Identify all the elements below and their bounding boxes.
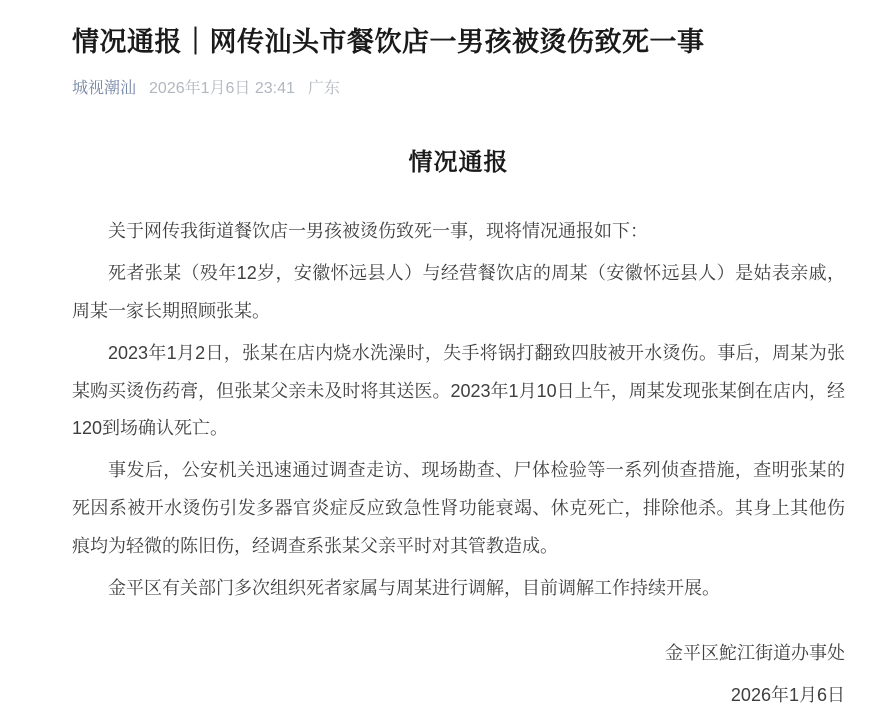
paragraph: 金平区有关部门多次组织死者家属与周某进行调解，目前调解工作持续开展。 <box>108 577 720 598</box>
paragraph: 关于网传我街道餐饮店一男孩被烫伤致死一事，现将情况通报如下： <box>108 221 648 242</box>
paragraph: 2023年1月2日，张某在店内烧水洗澡时，失手将锅打翻致四肢被开水烫伤。事后，周某为张某购买烫伤药膏，但张某父亲未及时将其送医。2023年1月10日上午，周某发现张某倒在店内，经120到场确认死亡。 <box>72 342 845 439</box>
article-meta <box>72 75 845 98</box>
signature-block <box>72 635 845 714</box>
signature-office: 金平区鮀江街道办事处 <box>665 643 845 664</box>
publish-location: 广东 <box>307 80 340 98</box>
publish-datetime: 2026年1月6日 23:41 <box>149 80 295 98</box>
article-body <box>72 213 845 607</box>
paragraph: 事发后，公安机关迅速通过调查走访、现场勘查、尸体检验等一系列侦查措施，查明张某的死因系被开水烫伤引发多器官炎症反应致急性肾功能衰竭、休克死亡，排除他杀。其身上其他伤痕均为轻微的陈旧伤，经调查系张某父亲平时对其管教造成。 <box>72 460 845 556</box>
article-title: 情况通报｜网传汕头市餐饮店一男孩被烫伤致死一事 <box>72 27 705 57</box>
notice-heading: 情况通报 <box>408 149 509 177</box>
signature-date: 2026年1月6日 <box>730 685 845 706</box>
source-account-link[interactable]: 城视潮汕 <box>72 80 137 98</box>
paragraph: 死者张某（殁年12岁，安徽怀远县人）与经营餐饮店的周某（安徽怀远县人）是姑表亲戚，周某一家长期照顾张某。 <box>72 263 845 322</box>
